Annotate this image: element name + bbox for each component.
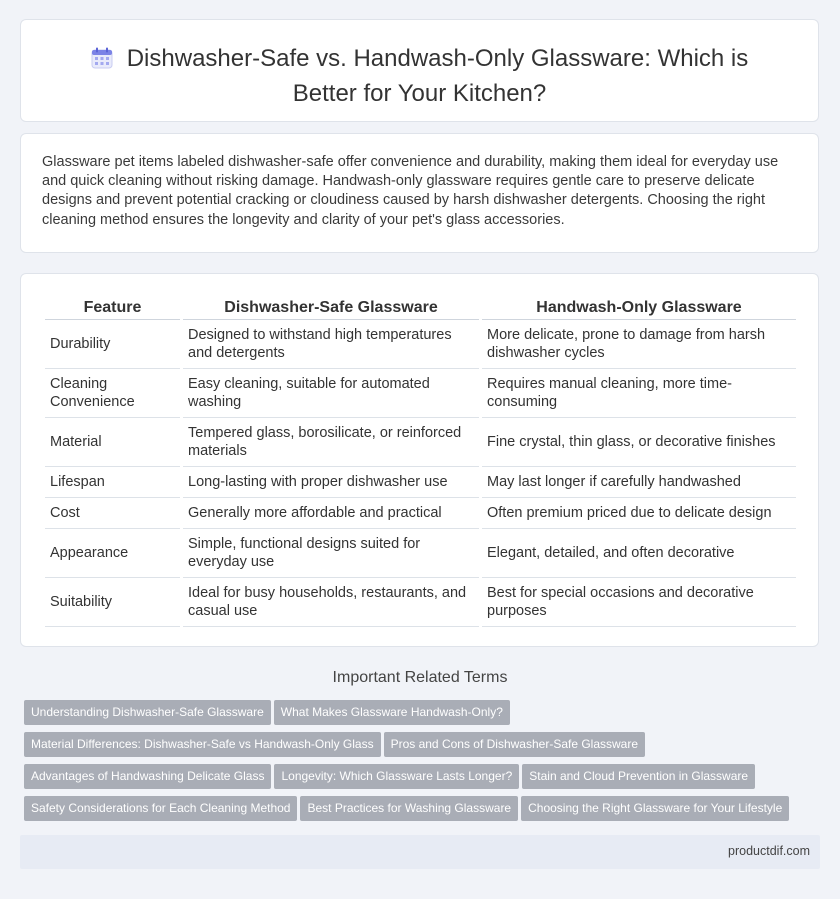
related-term-tag[interactable]: Material Differences: Dishwasher-Safe vs Handwash-Only Glass bbox=[24, 732, 381, 757]
handwash-cell: Often premium priced due to delicate design bbox=[482, 498, 796, 529]
table-row bbox=[45, 529, 796, 578]
handwash-cell: May last longer if carefully handwashed bbox=[482, 467, 796, 498]
tag-row bbox=[24, 764, 824, 789]
dishwasher-cell: Tempered glass, borosilicate, or reinforced materials bbox=[183, 418, 479, 467]
related-term-tag[interactable]: Stain and Cloud Prevention in Glassware bbox=[522, 764, 755, 789]
feature-cell: Suitability bbox=[45, 578, 180, 627]
handwash-cell: Requires manual cleaning, more time-consuming bbox=[482, 369, 796, 418]
page-title: Dishwasher-Safe vs. Handwash-Only Glassware: Which is Better for Your Kitchen? bbox=[126, 45, 749, 107]
related-terms-list bbox=[24, 700, 824, 828]
feature-cell: Cost bbox=[45, 498, 180, 529]
dishwasher-cell: Long-lasting with proper dishwasher use bbox=[183, 467, 479, 498]
footer bbox=[20, 835, 820, 869]
feature-cell: Cleaning Convenience bbox=[45, 369, 180, 418]
tag-row bbox=[24, 700, 824, 725]
related-term-tag[interactable]: Safety Considerations for Each Cleaning Method bbox=[24, 796, 297, 821]
table-row bbox=[45, 418, 796, 467]
table-row bbox=[45, 467, 796, 498]
related-term-tag[interactable]: Advantages of Handwashing Delicate Glass bbox=[24, 764, 271, 789]
dishwasher-cell: Easy cleaning, suitable for automated washing bbox=[183, 369, 479, 418]
intro-card bbox=[20, 133, 819, 253]
table-row bbox=[45, 578, 796, 627]
dishwasher-cell: Simple, functional designs suited for everyday use bbox=[183, 529, 479, 578]
related-terms-title: Important Related Terms bbox=[332, 669, 508, 686]
intro-paragraph: Glassware pet items labeled dishwasher-safe offer convenience and durability, making them ideal for everyday use and quick cleaning without risking damage. Handwash-only glassware requires gentle care to preserve delicate designs and prevent potential cracking or cloudiness caused by harsh dishwasher detergents. Choosing the right cleaning method ensures the longevity and clarity of your pet's glass accessories. bbox=[42, 154, 779, 228]
related-term-tag[interactable]: Understanding Dishwasher-Safe Glassware bbox=[24, 700, 271, 725]
dishwasher-cell: Designed to withstand high temperatures and detergents bbox=[183, 320, 479, 369]
related-term-tag[interactable]: Longevity: Which Glassware Lasts Longer? bbox=[274, 764, 519, 789]
table-row bbox=[45, 320, 796, 369]
feature-cell: Lifespan bbox=[45, 467, 180, 498]
header-dishwasher-safe: Dishwasher-Safe Glassware bbox=[183, 296, 479, 320]
header-handwash-only: Handwash-Only Glassware bbox=[482, 296, 796, 320]
comparison-table-card bbox=[20, 273, 819, 647]
handwash-cell: Elegant, detailed, and often decorative bbox=[482, 529, 796, 578]
related-term-tag[interactable]: Best Practices for Washing Glassware bbox=[300, 796, 518, 821]
tag-row bbox=[24, 796, 824, 821]
handwash-cell: Fine crystal, thin glass, or decorative finishes bbox=[482, 418, 796, 467]
handwash-cell: More delicate, prone to damage from harsh dishwasher cycles bbox=[482, 320, 796, 369]
header-feature: Feature bbox=[45, 296, 180, 320]
table-row bbox=[45, 498, 796, 529]
dishwasher-cell: Generally more affordable and practical bbox=[183, 498, 479, 529]
calendar-icon bbox=[91, 46, 113, 78]
table-row bbox=[45, 369, 796, 418]
feature-cell: Durability bbox=[45, 320, 180, 369]
page-title-wrap bbox=[61, 43, 778, 110]
feature-cell: Appearance bbox=[45, 529, 180, 578]
dishwasher-cell: Ideal for busy households, restaurants, and casual use bbox=[183, 578, 479, 627]
feature-cell: Material bbox=[45, 418, 180, 467]
related-term-tag[interactable]: Choosing the Right Glassware for Your Lifestyle bbox=[521, 796, 789, 821]
title-card bbox=[20, 19, 819, 122]
tag-row bbox=[24, 732, 824, 757]
handwash-cell: Best for special occasions and decorative purposes bbox=[482, 578, 796, 627]
table-header-row bbox=[45, 296, 796, 320]
related-term-tag[interactable]: Pros and Cons of Dishwasher-Safe Glassware bbox=[384, 732, 645, 757]
comparison-table bbox=[42, 296, 799, 627]
footer-site-link[interactable]: productdif.com bbox=[728, 844, 810, 858]
related-term-tag[interactable]: What Makes Glassware Handwash-Only? bbox=[274, 700, 510, 725]
